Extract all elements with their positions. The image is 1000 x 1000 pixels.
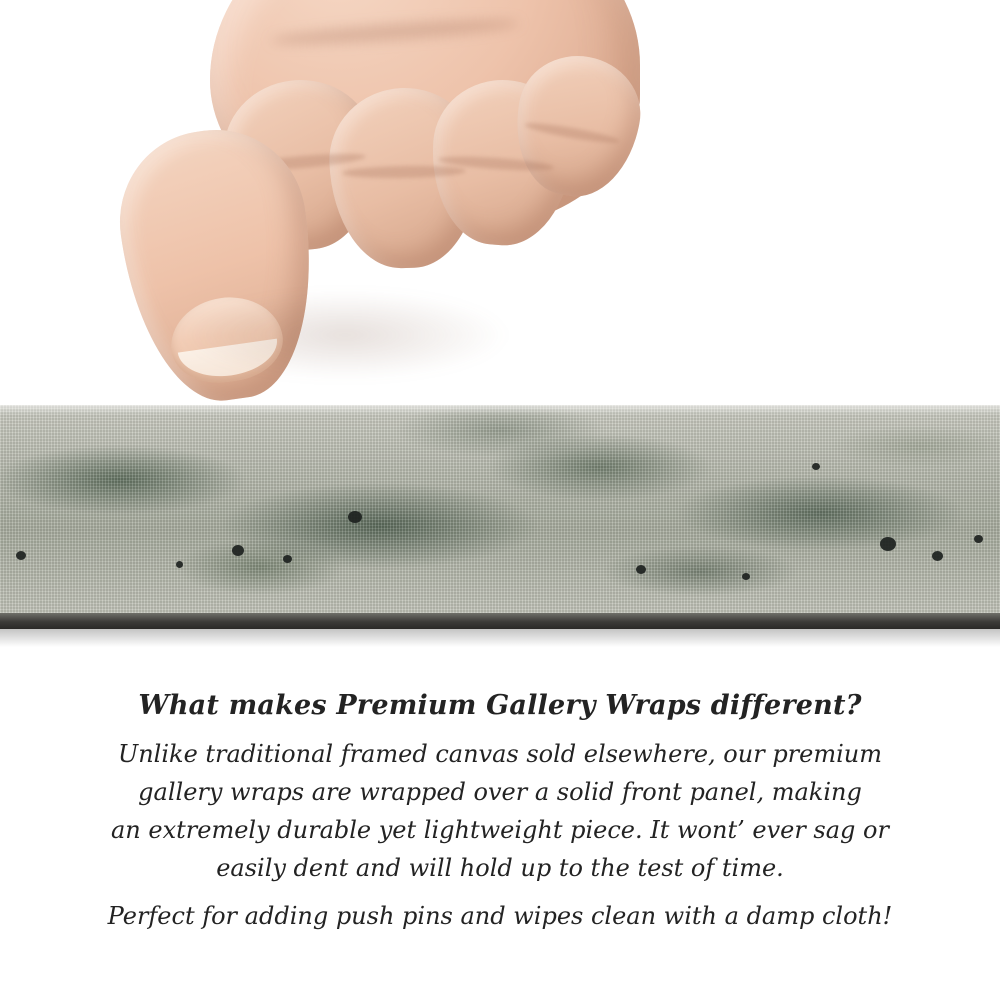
paint-speck xyxy=(176,561,183,568)
paint-speck xyxy=(16,551,26,560)
paint-speck xyxy=(742,573,750,580)
caption-block xyxy=(0,690,1000,936)
paint-speck xyxy=(636,565,646,574)
canvas-print-surface xyxy=(0,405,1000,613)
caption-line-1: Unlike traditional framed canvas sold elsewhere, our premium xyxy=(117,740,882,769)
paint-speck xyxy=(880,537,896,551)
caption-line-3: an extremely durable yet lightweight piece. It wont’ ever sag or xyxy=(111,816,889,845)
gallery-wrap-edge xyxy=(0,405,1000,641)
canvas-top-highlight xyxy=(0,405,1000,415)
paint-speck xyxy=(348,511,362,523)
caption-line-2: gallery wraps are wrapped over a solid front panel, making xyxy=(138,778,862,807)
hand-shadow xyxy=(180,290,510,380)
paint-speck xyxy=(232,545,244,556)
canvas-weave-texture xyxy=(0,405,1000,613)
paint-speck xyxy=(932,551,943,561)
caption-line-4: easily dent and will hold up to the test of time. xyxy=(216,854,784,883)
caption-closing: Perfect for adding push pins and wipes clean with a damp cloth! xyxy=(107,902,893,931)
hand-illustration xyxy=(120,0,640,440)
canvas-drop-shadow xyxy=(0,629,1000,647)
caption-title: What makes Premium Gallery Wraps different? xyxy=(138,690,862,721)
paint-speck xyxy=(283,555,292,563)
canvas-side-edge xyxy=(0,613,1000,629)
paint-speck xyxy=(974,535,983,543)
paint-speck xyxy=(812,463,820,470)
